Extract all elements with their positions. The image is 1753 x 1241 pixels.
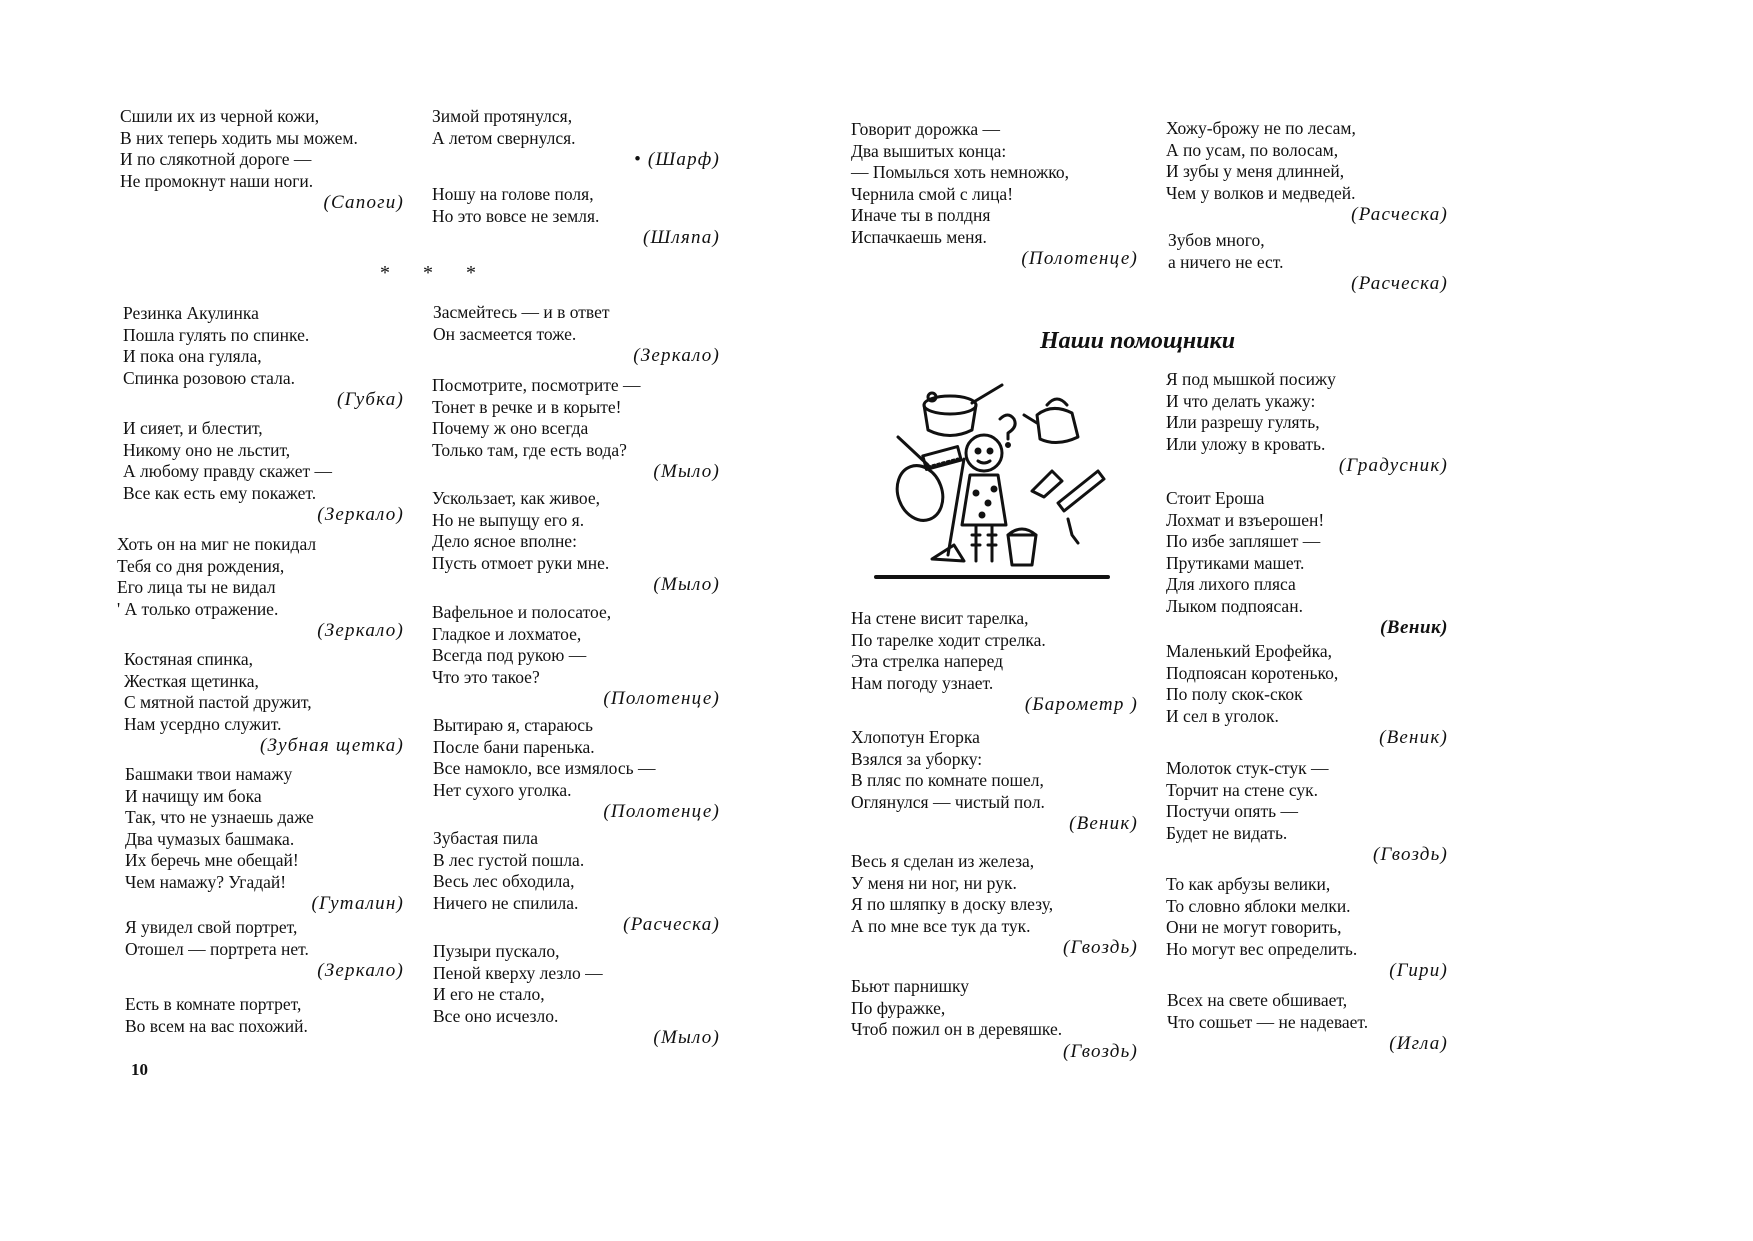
riddle-line: По полу скок-скок bbox=[1166, 684, 1303, 704]
riddle-line: На стене висит тарелка, bbox=[851, 608, 1029, 628]
riddle-line: Только там, где есть вода? bbox=[432, 439, 627, 460]
riddle-line: Нам погоду узнает. bbox=[851, 672, 994, 693]
riddle-line: Лохмат и взъерошен! bbox=[1166, 509, 1325, 530]
riddle-line: Башмаки твои намажу bbox=[125, 764, 293, 784]
riddle-line: Тонет в речке и в корыте! bbox=[432, 396, 622, 417]
riddle-polotentse-1 bbox=[432, 602, 720, 710]
riddle-giri bbox=[1166, 874, 1448, 982]
riddle-answer: (Полотенце) bbox=[603, 801, 720, 822]
riddle-gubka bbox=[123, 303, 404, 411]
riddle-line: У меня ни ног, ни рук. bbox=[851, 872, 1017, 893]
riddle-line: Тебя со дня рождения, bbox=[117, 555, 285, 576]
riddle-line: Резинка Акулинка bbox=[123, 303, 259, 323]
riddle-line: Засмейтесь — и в ответ bbox=[433, 302, 610, 322]
riddle-line: Нам усердно служит. bbox=[124, 713, 282, 734]
riddle-line: И зубы у меня длинней, bbox=[1166, 161, 1345, 181]
riddle-line: В них теперь ходить мы можем. bbox=[120, 127, 358, 148]
riddle-line: Жесткая щетинка, bbox=[124, 670, 259, 691]
riddle-answer: (Гвоздь) bbox=[1372, 844, 1448, 865]
riddle-zerkalo-4 bbox=[433, 302, 720, 367]
riddle-answer: (Зеркало) bbox=[633, 345, 720, 366]
riddle-line: а ничего не ест. bbox=[1168, 251, 1284, 272]
riddle-igla bbox=[1167, 990, 1448, 1055]
riddle-answer: (Барометр ) bbox=[1024, 694, 1138, 715]
riddle-answer: (Веник) bbox=[1069, 813, 1138, 834]
riddle-line: Бьют парнишку bbox=[851, 976, 969, 996]
riddle-line: Хоть он на миг не покидал bbox=[117, 534, 317, 554]
riddle-line: Ничего не спилила. bbox=[433, 892, 579, 913]
riddle-line: Пошла гулять по спинке. bbox=[123, 324, 310, 345]
riddle-line: Гладкое и лохматое, bbox=[432, 623, 582, 644]
riddle-answer: • (Шарф) bbox=[634, 149, 720, 170]
riddle-answer: (Гвоздь) bbox=[1062, 937, 1138, 958]
riddle-line: Для лихого пляса bbox=[1166, 574, 1296, 594]
riddle-answer: (Расческа) bbox=[623, 914, 720, 935]
riddle-answer: (Гуталин) bbox=[311, 893, 404, 914]
riddle-portret bbox=[125, 994, 404, 1037]
riddle-line: Молоток стук-стук — bbox=[1166, 758, 1329, 778]
riddle-venik-2 bbox=[1166, 488, 1448, 639]
riddle-line: Вафельное и полосатое, bbox=[432, 602, 612, 622]
riddle-line: По избе запляшет — bbox=[1166, 531, 1321, 551]
riddle-zerkalo-1 bbox=[123, 418, 404, 526]
riddle-line: Чем намажу? Угадай! bbox=[125, 871, 287, 892]
riddle-line: Пузыри пускало, bbox=[433, 941, 560, 961]
riddle-line: Спинка розовою стала. bbox=[123, 367, 295, 388]
riddle-answer: (Игла) bbox=[1389, 1033, 1448, 1054]
riddle-line: Пусть отмоет руки мне. bbox=[432, 552, 610, 573]
riddle-line: Сшили их из черной кожи, bbox=[120, 106, 320, 126]
riddle-line: Нет сухого уголка. bbox=[433, 779, 572, 800]
riddle-line: Костяная спинка, bbox=[124, 649, 254, 669]
riddle-polotentse-2 bbox=[433, 715, 720, 823]
riddle-line: И что делать укажу: bbox=[1166, 390, 1316, 411]
riddle-line: Торчит на стене сук. bbox=[1166, 779, 1318, 800]
riddle-zerkalo-2 bbox=[117, 534, 404, 642]
riddle-line: Чернила смой с лица! bbox=[851, 183, 1014, 204]
riddle-line: В пляс по комнате пошел, bbox=[851, 770, 1044, 790]
riddle-line: Лыком подпоясан. bbox=[1166, 595, 1303, 616]
riddle-line: Всех на свете обшивает, bbox=[1167, 990, 1348, 1010]
riddle-polotentse-3 bbox=[851, 119, 1138, 270]
section-separator: * * * bbox=[380, 262, 490, 284]
riddle-gvozd-1 bbox=[851, 851, 1138, 959]
riddle-answer: (Зеркало) bbox=[317, 504, 404, 525]
riddle-zubnaya-shchetka bbox=[124, 649, 404, 757]
riddle-line: Постучи опять — bbox=[1166, 801, 1298, 821]
section-title: Наши помощники bbox=[1040, 328, 1236, 354]
riddle-answer: (Веник) bbox=[1379, 617, 1448, 638]
riddle-answer: (Расческа) bbox=[1351, 204, 1448, 225]
riddle-answer: (Гвоздь) bbox=[1062, 1040, 1138, 1062]
riddle-gvozd-2 bbox=[851, 976, 1138, 1063]
riddle-gvozd-3 bbox=[1166, 758, 1448, 866]
riddle-line: Не промокнут наши ноги. bbox=[120, 170, 314, 191]
riddle-gradusnik bbox=[1166, 369, 1448, 477]
riddle-line: А по мне все тук да тук. bbox=[851, 915, 1031, 936]
riddle-line: А по усам, по волосам, bbox=[1166, 139, 1339, 160]
riddle-answer: (Веник) bbox=[1379, 727, 1448, 748]
riddle-line: Чем у волков и медведей. bbox=[1166, 182, 1356, 203]
riddle-line: Зубов много, bbox=[1168, 230, 1265, 250]
riddle-line: Чтоб пожил он в деревяшке. bbox=[851, 1019, 1063, 1039]
riddle-line: Говорит дорожка — bbox=[851, 119, 1001, 139]
riddle-line: Взялся за уборку: bbox=[851, 748, 983, 769]
riddle-answer: (Зубная щетка) bbox=[260, 735, 404, 756]
riddle-line: Пеной кверху лезло — bbox=[433, 962, 603, 983]
riddle-mylo-1 bbox=[432, 375, 720, 483]
page-number: 10 bbox=[131, 1060, 148, 1079]
riddle-line: Зубастая пила bbox=[433, 828, 539, 848]
riddle-line: Или разрешу гулять, bbox=[1166, 412, 1320, 432]
riddle-answer: (Шляпа) bbox=[643, 227, 720, 248]
riddle-line: И по слякотной дороге — bbox=[120, 149, 312, 169]
riddle-raschyoska-1 bbox=[433, 828, 720, 936]
riddle-line: Они не могут говорить, bbox=[1166, 917, 1342, 937]
riddle-line: — Помылься хоть немножко, bbox=[851, 162, 1069, 182]
riddle-line: Но это вовсе не земля. bbox=[432, 205, 600, 226]
riddle-line: Я под мышкой посижу bbox=[1166, 369, 1336, 389]
riddle-answer: (Сапоги) bbox=[323, 192, 404, 213]
riddle-line: Прутиками машет. bbox=[1166, 552, 1305, 573]
riddle-line: Что это такое? bbox=[432, 666, 540, 687]
riddle-line: Дело ясное вполне: bbox=[432, 531, 577, 551]
riddle-line: После бани паренька. bbox=[433, 736, 595, 757]
riddle-line: Есть в комнате портрет, bbox=[125, 994, 302, 1014]
riddle-line: И пока она гуляла, bbox=[123, 346, 262, 366]
riddle-line: А летом свернулся. bbox=[432, 127, 576, 148]
riddle-line: Оглянулся — чистый пол. bbox=[851, 791, 1045, 812]
riddle-answer: (Расческа) bbox=[1351, 273, 1448, 294]
riddle-answer: (Мыло) bbox=[653, 574, 720, 595]
riddle-line: Эта стрелка наперед bbox=[851, 651, 1004, 671]
riddle-line: Стоит Ероша bbox=[1166, 488, 1265, 508]
riddle-line: Все как есть ему покажет. bbox=[123, 482, 317, 503]
riddle-line: Весь я сделан из железа, bbox=[851, 851, 1035, 871]
riddle-line: Вытираю я, стараюсь bbox=[433, 715, 593, 735]
riddle-raschyoska-3 bbox=[1168, 230, 1448, 295]
riddle-answer: (Полотенце) bbox=[603, 688, 720, 709]
riddle-line: Хожу-брожу не по лесам, bbox=[1166, 118, 1356, 138]
riddle-line: С мятной пастой дружит, bbox=[124, 692, 312, 712]
riddle-line: Что сошьет — не надевает. bbox=[1167, 1011, 1369, 1032]
riddle-line: То словно яблоки мелки. bbox=[1166, 895, 1351, 916]
riddle-mylo-3 bbox=[433, 941, 720, 1049]
riddle-line: Маленький Ерофейка, bbox=[1166, 641, 1332, 661]
riddle-line: Иначе ты в полдня bbox=[851, 205, 991, 225]
riddle-line: Так, что не узнаешь даже bbox=[125, 807, 314, 827]
riddle-line: ' А только отражение. bbox=[117, 598, 279, 619]
riddle-answer: (Полотенце) bbox=[1021, 248, 1138, 269]
riddle-answer: (Мыло) bbox=[653, 461, 720, 482]
riddle-venik-1 bbox=[851, 727, 1138, 835]
riddle-line: Все оно исчезло. bbox=[433, 1005, 559, 1026]
riddle-answer: (Зеркало) bbox=[317, 620, 404, 641]
riddle-line: Или уложу в кровать. bbox=[1166, 433, 1326, 454]
riddle-line: По тарелке ходит стрелка. bbox=[851, 629, 1046, 650]
riddle-answer: (Гири) bbox=[1389, 960, 1448, 981]
riddle-shlyapa bbox=[432, 184, 720, 249]
riddle-line: И начищу им бока bbox=[125, 785, 262, 806]
riddle-line: По фуражке, bbox=[851, 997, 946, 1018]
riddle-line: Зимой протянулся, bbox=[432, 106, 573, 126]
riddle-mylo-2 bbox=[432, 488, 720, 596]
riddle-line: Но могут вес определить. bbox=[1166, 938, 1358, 959]
riddle-answer: (Мыло) bbox=[653, 1027, 720, 1048]
riddle-line: Всегда под рукою — bbox=[432, 645, 587, 665]
riddle-line: И его не стало, bbox=[433, 984, 545, 1004]
riddle-line: Я увидел свой портрет, bbox=[125, 917, 298, 937]
riddle-barometr bbox=[851, 608, 1138, 716]
riddle-answer: (Зеркало) bbox=[317, 960, 404, 981]
riddle-line: Он засмеется тоже. bbox=[433, 323, 577, 344]
riddle-line: Их беречь мне обещай! bbox=[125, 850, 299, 870]
riddle-line: Во всем на вас похожий. bbox=[125, 1015, 308, 1036]
riddle-line: Но не выпущу его я. bbox=[432, 509, 585, 530]
riddle-gutalin bbox=[125, 764, 404, 915]
riddle-line: Почему ж оно всегда bbox=[432, 418, 589, 438]
riddle-line: Я по шляпку в доску влезу, bbox=[851, 894, 1054, 914]
riddle-line: Все намокло, все измялось — bbox=[433, 758, 656, 778]
riddle-line: Испачкаешь меня. bbox=[851, 226, 987, 247]
riddle-answer: (Градусник) bbox=[1338, 455, 1448, 476]
riddle-line: Никому оно не льстит, bbox=[123, 439, 291, 460]
riddle-line: Два вышитых конца: bbox=[851, 140, 1007, 161]
riddle-line: Будет не видать. bbox=[1166, 822, 1288, 843]
riddle-line: Ношу на голове поля, bbox=[432, 184, 594, 204]
riddle-line: Посмотрите, посмотрите — bbox=[432, 375, 641, 395]
riddle-line: Отошел — портрета нет. bbox=[125, 938, 309, 959]
riddle-venik-3 bbox=[1166, 641, 1448, 749]
riddle-line: Подпоясан коротенько, bbox=[1166, 662, 1339, 683]
riddle-line: Весь лес обходила, bbox=[433, 871, 575, 891]
riddle-raschyoska-2 bbox=[1166, 118, 1448, 226]
riddle-zerkalo-3 bbox=[125, 917, 404, 982]
riddle-sharf bbox=[432, 106, 720, 171]
riddle-line: И сияет, и блестит, bbox=[123, 418, 263, 438]
riddle-line: В лес густой пошла. bbox=[433, 849, 585, 870]
riddle-line: А любому правду скажет — bbox=[123, 461, 333, 481]
riddle-line: И сел в уголок. bbox=[1166, 705, 1279, 726]
child-with-household-items-icon bbox=[872, 375, 1112, 581]
riddle-line: Два чумазых башмака. bbox=[125, 828, 295, 849]
riddle-line: Хлопотун Егорка bbox=[851, 727, 980, 747]
riddle-sapogi bbox=[120, 106, 404, 214]
riddle-answer: (Губка) bbox=[337, 389, 404, 410]
helpers-illustration bbox=[872, 375, 1112, 581]
riddle-line: Ускользает, как живое, bbox=[432, 488, 601, 508]
riddle-line: То как арбузы велики, bbox=[1166, 874, 1331, 894]
riddle-line: Его лица ты не видал bbox=[117, 577, 276, 597]
